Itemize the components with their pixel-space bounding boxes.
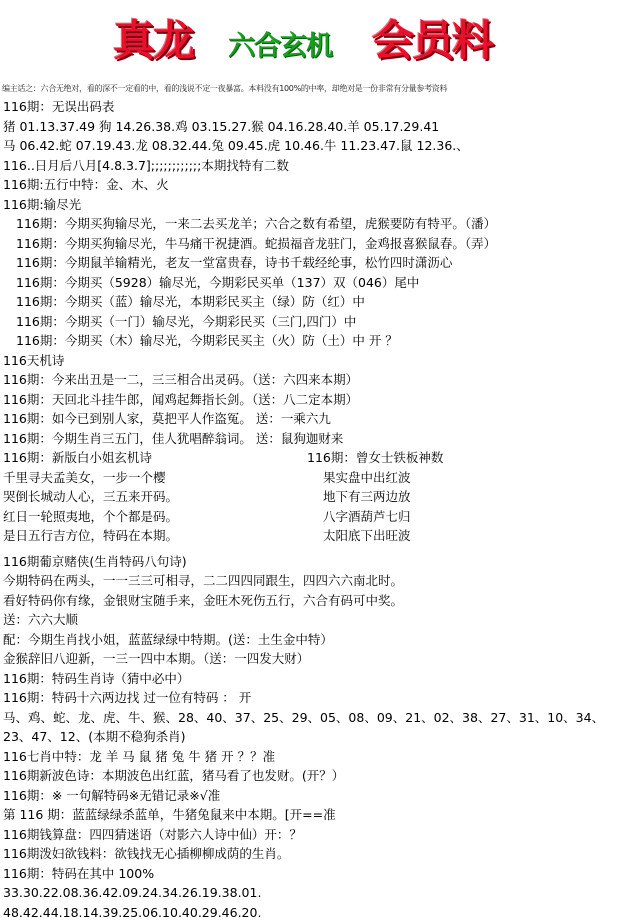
poem-line-right: 果实盘中出红波 [323, 468, 411, 488]
two-column-row [3, 487, 633, 507]
text-line: 116期：今期买狗输尽光，牛马痛干祝捷酒。蛇损福音龙驻门，金鸡报喜猴鼠春。（弄） [3, 234, 633, 254]
poem-line-right: 地下有三两边放 [323, 487, 411, 507]
text-line: 116期：如今已到别人家，莫把平人作盗冤。 送：一乘六九 [3, 409, 633, 429]
text-line: 送：六六大顺 [3, 610, 633, 630]
poem-line-left: 红日一轮照夷地，个个都是码。 [3, 509, 178, 524]
poem-line-left: 千里寻夫孟美女，一步一个樱 [3, 470, 166, 485]
text-line: 今期特码在两头，一一三三可相寻，二二四四同跟生，四四六六南北时。 [3, 571, 633, 591]
number-list-line: 马、鸡、蛇、龙、虎、牛、猴、28、40、37、25、29、05、08、09、21、02、38、27、31、10、34、 [3, 708, 633, 728]
text-line: 116期：今期买（木）输尽光，今期彩民买主（火）防（土）中 开 ？ [3, 331, 633, 351]
title-huiyuanliao: 会员料 [372, 8, 492, 68]
text-line: 116期：今期买狗输尽光，一来二去买龙羊；六合之数有希望，虎猴要防有特平。（潘） [3, 214, 633, 234]
two-column-row [3, 468, 633, 488]
text-line: 116期泼妇欲钱料：欲钱找无心插柳柳成荫的生肖。 [3, 844, 633, 864]
two-column-row [3, 526, 633, 546]
text-line: 116期钱算盘：四四猜迷语（对影六人诗中仙）开：？ [3, 825, 633, 845]
number-list-line: 33.30.22.08.36.42.09.24.34.26.19.38.01. [3, 883, 633, 903]
title-zhenlong: 真龙 [113, 8, 193, 68]
poem-heading-left: 116期：新版白小姐玄机诗 [3, 450, 152, 465]
text-line: 116期：特码十六两边找 过一位有特码 ： 开 [3, 688, 633, 708]
text-line: 116..日月后八月[4.8.3.7];;;;;;;;;;;;本期找特有二数 [3, 156, 633, 176]
text-line: 116期：今期生肖三五门，佳人犹唱醉翁词。 送：鼠狗迦财来 [3, 429, 633, 449]
poem-line-right: 太阳底下出旺波 [323, 526, 411, 546]
text-line: 116期：天回北斗挂牛郎，闻鸡起舞指长剑。（送：八二定本期） [3, 390, 633, 410]
text-line: 第 116 期：蓝蓝绿绿杀蓝单，牛猪兔鼠来中本期。[开==准 [3, 805, 633, 825]
text-line: 116期：今期买（蓝）输尽光，本期彩民买主（绿）防（红）中 [3, 292, 633, 312]
two-column-row [3, 448, 633, 468]
poem-heading-right: 116期：曾女士铁板神数 [307, 448, 443, 468]
text-line: 金猴辞旧八迎新，一三一四中本期。（送：一四发大财） [3, 649, 633, 669]
two-column-row [3, 507, 633, 527]
text-line: 116期：无误出码表 [3, 97, 633, 117]
text-line: 116期：今期鼠羊输精光，老友一堂富贵春，诗书千载经纶事，松竹四时潇沥心 [3, 253, 633, 273]
section-heading: 116天机诗 [3, 351, 633, 371]
text-line: 116期：今期买（一门）输尽光，今期彩民买（三门,四门）中 [3, 312, 633, 332]
number-list-line: 23、47、12、(本期不稳狗杀肖) [3, 727, 633, 747]
title-liuhexuanji: 六合玄机 [228, 24, 332, 63]
text-line: 116期新波色诗：本期波色出红蓝，猪马看了也发财。(开？） [3, 766, 633, 786]
forecast-content [3, 97, 633, 922]
number-list-line: 48.42.44.18.14.39.25.06.10.40.29.46.20. [3, 903, 633, 922]
text-line: 看好特码你有缘，金银财宝随手来，金旺木死伤五行，六合有码可中奖。 [3, 591, 633, 611]
poem-line-left: 哭倒长城动人心，三五来开码。 [3, 489, 178, 504]
section-heading: 116期:输尽光 [3, 195, 633, 215]
text-line: 116期：特码生肖诗（猜中必中） [3, 669, 633, 689]
text-line: 116期：特码在其中 100% [3, 864, 633, 884]
text-line: 配：今期生肖找小姐，蓝蓝绿绿中特期。(送：土生金中特） [3, 630, 633, 650]
zodiac-number-table-row: 猪 01.13.37.49 狗 14.26.38.鸡 03.15.27.猴 04.16.28.40.羊 05.17.29.41 [3, 117, 633, 137]
header-banner [0, 0, 634, 78]
disclaimer-notice: 编主话之：六合无绝对，看的深不一定看的中，看的浅说不定一夜暴富。本料没有100%的中率，却绝对是一份非常有分量参考资料 [2, 83, 447, 94]
poem-line-right: 八字酒葫芦七归 [323, 507, 411, 527]
text-line: 116七肖中特：龙 羊 马 鼠 猪 兔 牛 猪 开 ？？准 [3, 747, 633, 767]
text-line: 116期：※ 一句解特码※无错记录※√准 [3, 786, 633, 806]
zodiac-number-table-row: 马 06.42.蛇 07.19.43.龙 08.32.44.兔 09.45.虎 10.46.牛 11.23.47.鼠 12.36.、 [3, 136, 633, 156]
section-heading: 116期葡京赌侠(生肖特码八句诗) [3, 552, 633, 572]
text-line: 116期:五行中特：金、木、火 [3, 175, 633, 195]
text-line: 116期：今来出丑是一二，三三相合出灵码。（送：六四来本期） [3, 370, 633, 390]
text-line: 116期：今期买（5928）输尽光，今期彩民买单（137）双（046）尾中 [3, 273, 633, 293]
poem-line-left: 是日五行吉方位，特码在本期。 [3, 528, 178, 543]
